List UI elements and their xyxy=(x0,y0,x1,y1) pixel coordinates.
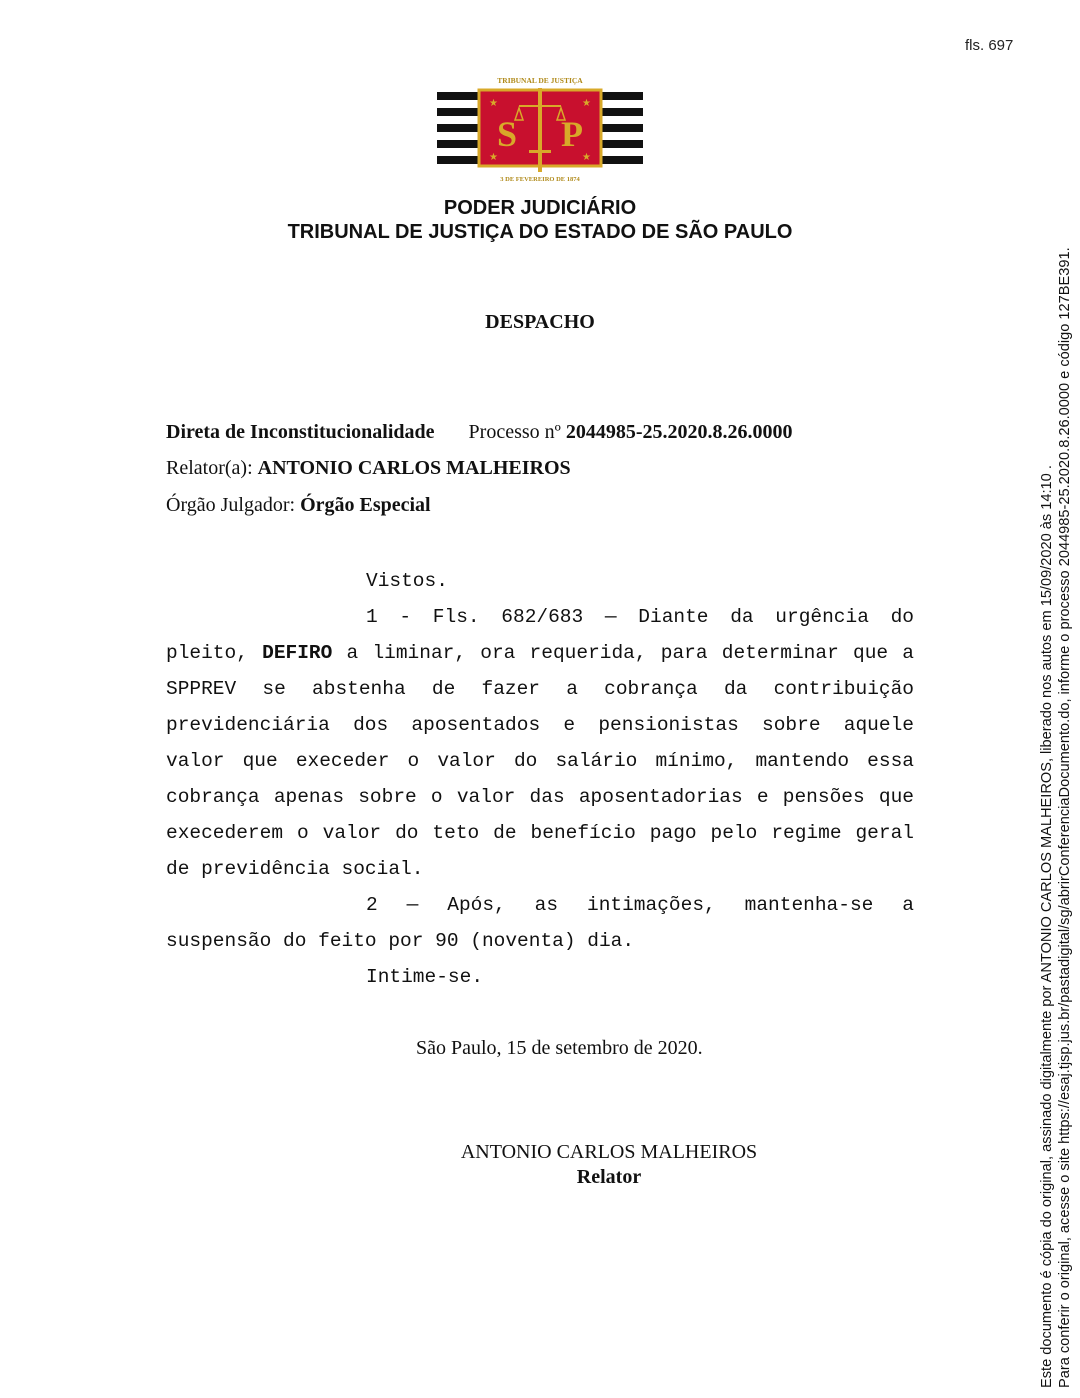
item-1-text-end: a liminar, ora requerida, para determinar que a SPPREV se abstenha de fazer a cobrança da contribuição previdenciária dos aposentados e pensionistas sobre aquele valor que execeder o valor do salário mínimo, mantendo essa cobrança apenas sobre o valor das aposentadorias e pensões que execederem o valor do teto de benefício pago pelo regime geral de previdência social. xyxy=(166,642,914,880)
process-line xyxy=(166,421,793,444)
judging-body-name: Órgão Especial xyxy=(300,494,431,516)
svg-text:★: ★ xyxy=(582,152,591,163)
svg-text:★: ★ xyxy=(489,98,498,109)
process-number: 2044985-25.2020.8.26.0000 xyxy=(565,421,793,443)
action-type: Direta de Inconstitucionalidade xyxy=(166,421,435,443)
signature-block xyxy=(452,1140,766,1190)
judging-body-label: Órgão Julgador: xyxy=(166,494,301,516)
signer-role: Relator xyxy=(576,1166,642,1188)
process-label: Processo nº xyxy=(468,421,566,443)
signer-name: ANTONIO CARLOS MALHEIROS xyxy=(460,1141,758,1163)
item-1-decision: DEFIRO xyxy=(262,642,333,664)
digital-signature-note xyxy=(1038,38,1074,1388)
svg-text:★: ★ xyxy=(489,152,498,163)
seal-letter-p: P xyxy=(561,114,583,154)
judging-body-line xyxy=(166,494,431,517)
seal-bottom-text: 3 DE FEVEREIRO DE 1874 xyxy=(500,176,580,183)
side-note-line-1: Este documento é cópia do original, assinado digitalmente por ANTONIO CARLOS MALHEIROS, liberado nos autos em 15/09/2020 às 14:10 . xyxy=(1039,465,1055,1388)
header-line-1: PODER JUDICIÁRIO xyxy=(443,197,637,219)
item-1-text-start: 1 - Fls. 682/683 — Diante da urgência do pleito, xyxy=(166,606,914,664)
seal-letter-s: S xyxy=(497,114,518,154)
paragraph-vistos: Vistos. xyxy=(366,570,448,592)
seal-top-text: TRIBUNAL DE JUSTIÇA xyxy=(497,76,583,85)
rapporteur-name: ANTONIO CARLOS MALHEIROS xyxy=(257,457,571,479)
paragraph-intime: Intime-se. xyxy=(366,966,484,988)
rapporteur-label: Relator(a): xyxy=(166,457,258,479)
svg-text:★: ★ xyxy=(582,98,591,109)
paragraph-item-2: 2 — Após, as intimações, mantenha-se a suspensão do feito por 90 (noventa) dia. xyxy=(166,894,914,952)
document-title: DESPACHO xyxy=(485,311,595,333)
order-body xyxy=(166,563,914,995)
rapporteur-line xyxy=(166,457,571,480)
document-date: São Paulo, 15 de setembro de 2020. xyxy=(416,1037,703,1059)
document-header xyxy=(0,196,1080,244)
paragraph-item-1 xyxy=(166,599,914,887)
court-seal-icon xyxy=(437,74,643,186)
court-seal xyxy=(437,74,643,186)
header-line-2: TRIBUNAL DE JUSTIÇA DO ESTADO DE SÃO PAULO xyxy=(287,221,793,243)
page-number: fls. 697 xyxy=(965,37,1014,54)
side-note-line-2: Para conferir o original, acesse o site https://esaj.tjsp.jus.br/pastadigital/sg/abrirConferenciaDocumento.do, informe o processo 2044985-25.2020.8.26.0000 e código 127BE391. xyxy=(1057,247,1073,1388)
process-info xyxy=(469,421,793,444)
